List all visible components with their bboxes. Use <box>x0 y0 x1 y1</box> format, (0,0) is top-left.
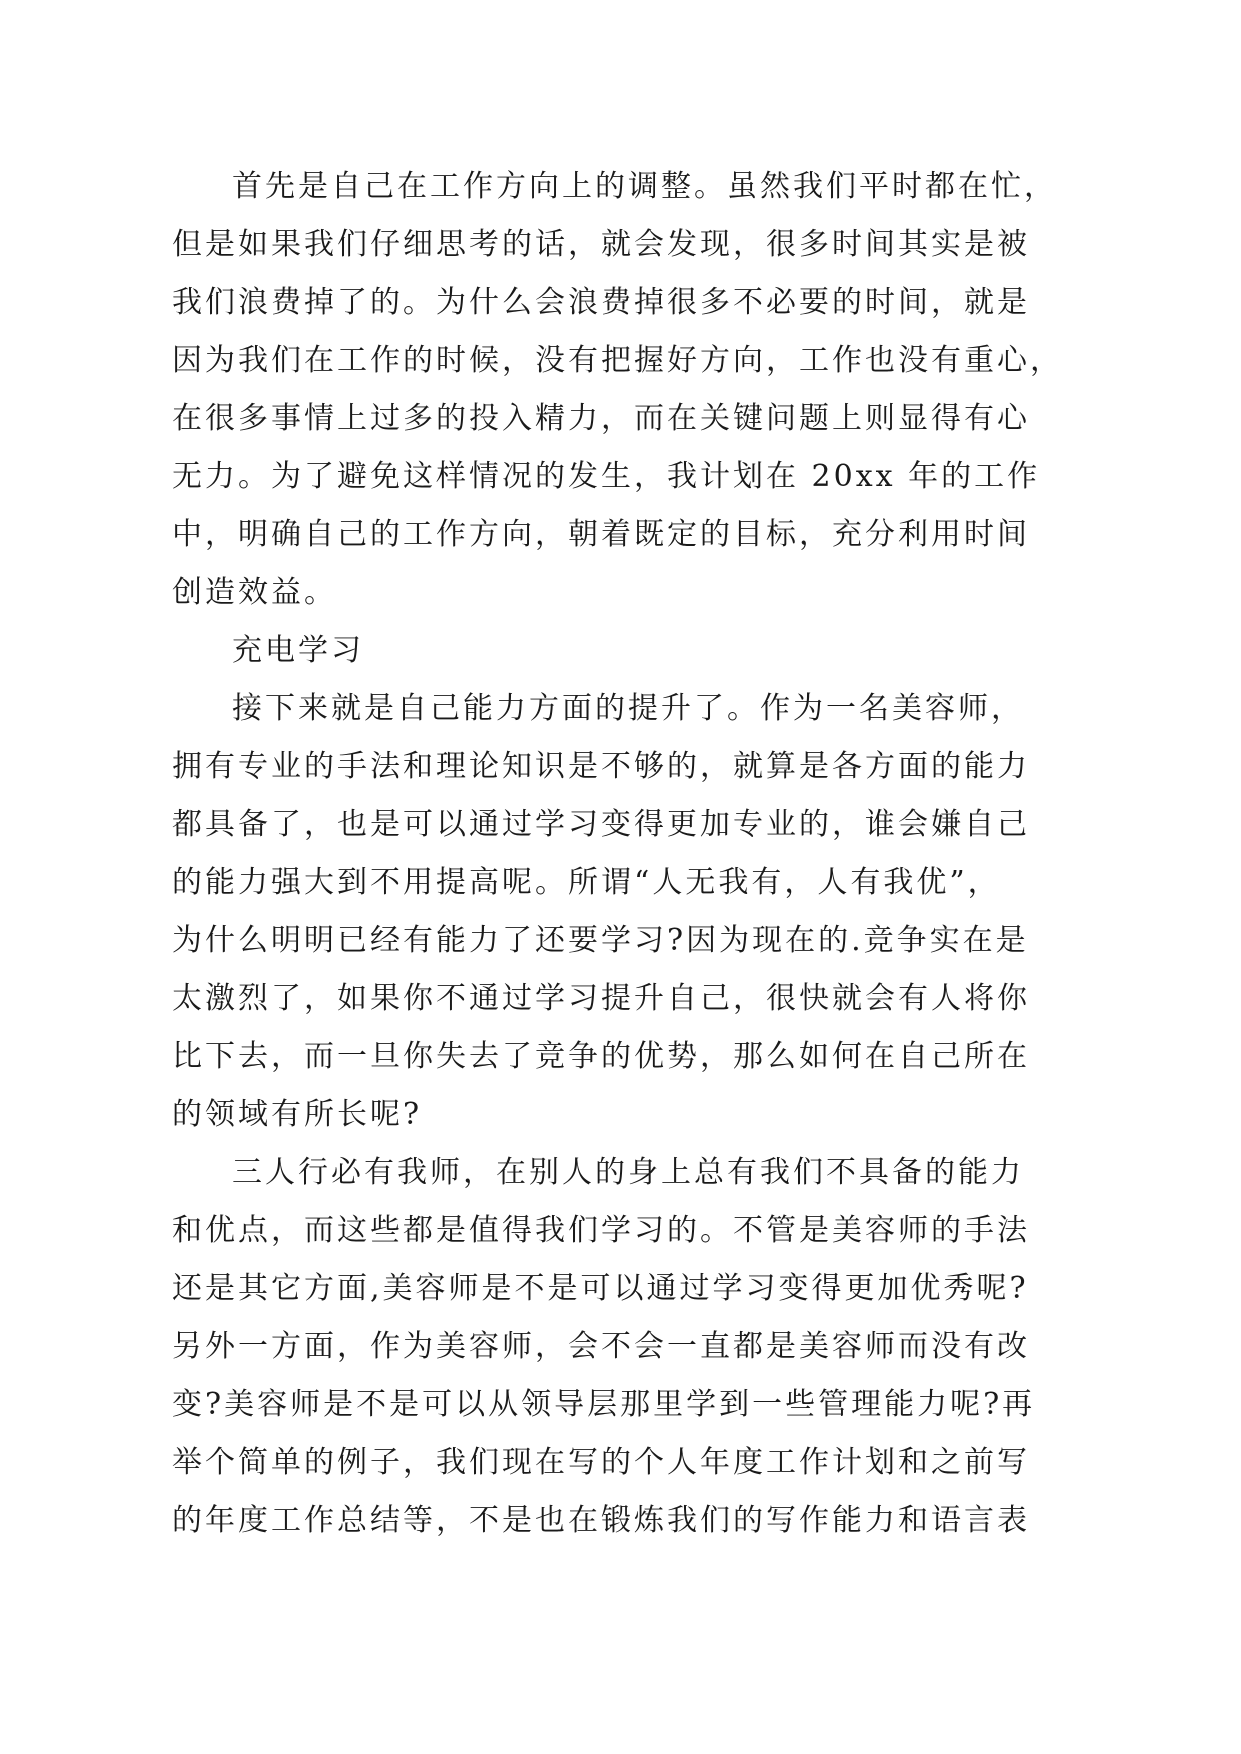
text-line-23: 举个简单的例子，我们现在写的个人年度工作计划和之前写 <box>172 1445 1030 1480</box>
text-line-24: 的年度工作总结等，不是也在锻炼我们的写作能力和语言表 <box>172 1503 1030 1538</box>
text-line-18: 三人行必有我师，在别人的身上总有我们不具备的能力 <box>232 1155 1024 1190</box>
text-line-13: 的能力强大到不用提高呢。所谓“人无我有，人有我优”， <box>172 865 1001 900</box>
text-line-20: 还是其它方面,美容师是不是可以通过学习变得更加优秀呢? <box>172 1271 1029 1306</box>
text-line-8: 创造效益。 <box>172 575 337 610</box>
text-line-7: 中，明确自己的工作方向，朝着既定的目标，充分利用时间 <box>172 517 1030 552</box>
text-line-6: 无力。为了避免这样情况的发生，我计划在 20xx 年的工作 <box>172 459 1041 494</box>
text-line-10: 接下来就是自己能力方面的提升了。作为一名美容师， <box>232 691 1024 726</box>
text-line-17: 的领域有所长呢? <box>172 1097 423 1132</box>
text-line-19: 和优点，而这些都是值得我们学习的。不管是美容师的手法 <box>172 1213 1030 1248</box>
text-line-14: 为什么明明已经有能力了还要学习?因为现在的.竞争实在是 <box>172 923 1029 958</box>
text-line-15: 太激烈了，如果你不通过学习提升自己，很快就会有人将你 <box>172 981 1030 1016</box>
text-line-2: 但是如果我们仔细思考的话，就会发现，很多时间其实是被 <box>172 227 1030 262</box>
text-line-22: 变?美容师是不是可以从领导层那里学到一些管理能力呢?再 <box>172 1387 1036 1422</box>
text-line-1: 首先是自己在工作方向上的调整。虽然我们平时都在忙， <box>232 169 1057 204</box>
text-line-5: 在很多事情上过多的投入精力，而在关键问题上则显得有心 <box>172 401 1030 436</box>
section-heading: 充电学习 <box>232 633 364 668</box>
text-line-11: 拥有专业的手法和理论知识是不够的，就算是各方面的能力 <box>172 749 1030 784</box>
text-line-3: 我们浪费掉了的。为什么会浪费掉很多不必要的时间，就是 <box>172 285 1030 320</box>
text-line-21: 另外一方面，作为美容师，会不会一直都是美容师而没有改 <box>172 1329 1030 1364</box>
text-line-16: 比下去，而一旦你失去了竞争的优势，那么如何在自己所在 <box>172 1039 1030 1074</box>
text-line-12: 都具备了，也是可以通过学习变得更加专业的，谁会嫌自己 <box>172 807 1030 842</box>
text-line-4: 因为我们在工作的时候，没有把握好方向，工作也没有重心， <box>172 343 1063 378</box>
